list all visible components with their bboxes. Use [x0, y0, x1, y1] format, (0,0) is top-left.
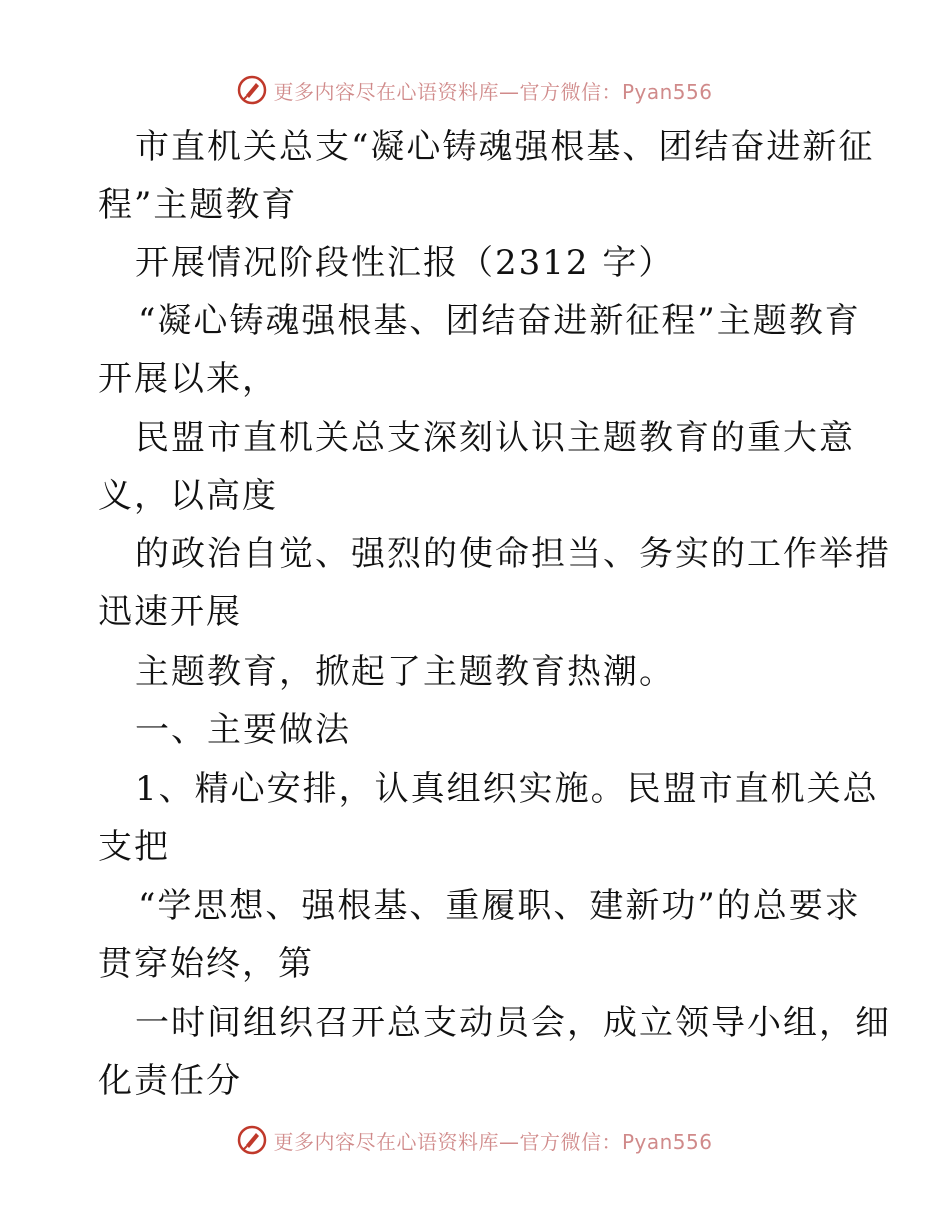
text-line-3: 开展情况阶段性汇报（2312 字） [135, 243, 675, 283]
text-line-10: 主题教育，掀起了主题教育热潮。 [135, 652, 675, 692]
watermark-text: 更多内容尽在心语资料库—官方微信：Pyan556 [273, 1129, 713, 1154]
text-line-4: “凝心铸魂强根基、团结奋进新征程”主题教育 [138, 301, 861, 341]
text-line-16: 一时间组织召开总支动员会，成立领导小组，细 [135, 1003, 891, 1043]
text-line-11: 一、主要做法 [135, 710, 351, 750]
text-line-1: 市直机关总支“凝心铸魂强根基、团结奋进新征 [135, 127, 875, 167]
text-line-13: 支把 [98, 827, 170, 867]
text-line-9: 迅速开展 [98, 592, 242, 632]
watermark-logo-icon [237, 75, 267, 105]
text-line-17: 化责任分 [98, 1061, 242, 1101]
text-line-12: 1、精心安排，认真组织实施。民盟市直机关总 [135, 769, 879, 809]
text-line-2: 程”主题教育 [98, 185, 298, 225]
text-line-8: 的政治自觉、强烈的使命担当、务实的工作举措 [135, 534, 891, 574]
text-line-5: 开展以来， [98, 359, 278, 399]
header-watermark [0, 70, 950, 110]
text-line-14: “学思想、强根基、重履职、建新功”的总要求 [138, 886, 861, 926]
watermark-logo-icon [237, 1125, 267, 1155]
text-line-6: 民盟市直机关总支深刻认识主题教育的重大意 [135, 418, 855, 458]
footer-watermark [0, 1120, 950, 1160]
text-line-7: 义，以高度 [98, 476, 278, 516]
watermark-text: 更多内容尽在心语资料库—官方微信：Pyan556 [273, 79, 713, 104]
text-line-15: 贯穿始终，第 [98, 944, 314, 984]
